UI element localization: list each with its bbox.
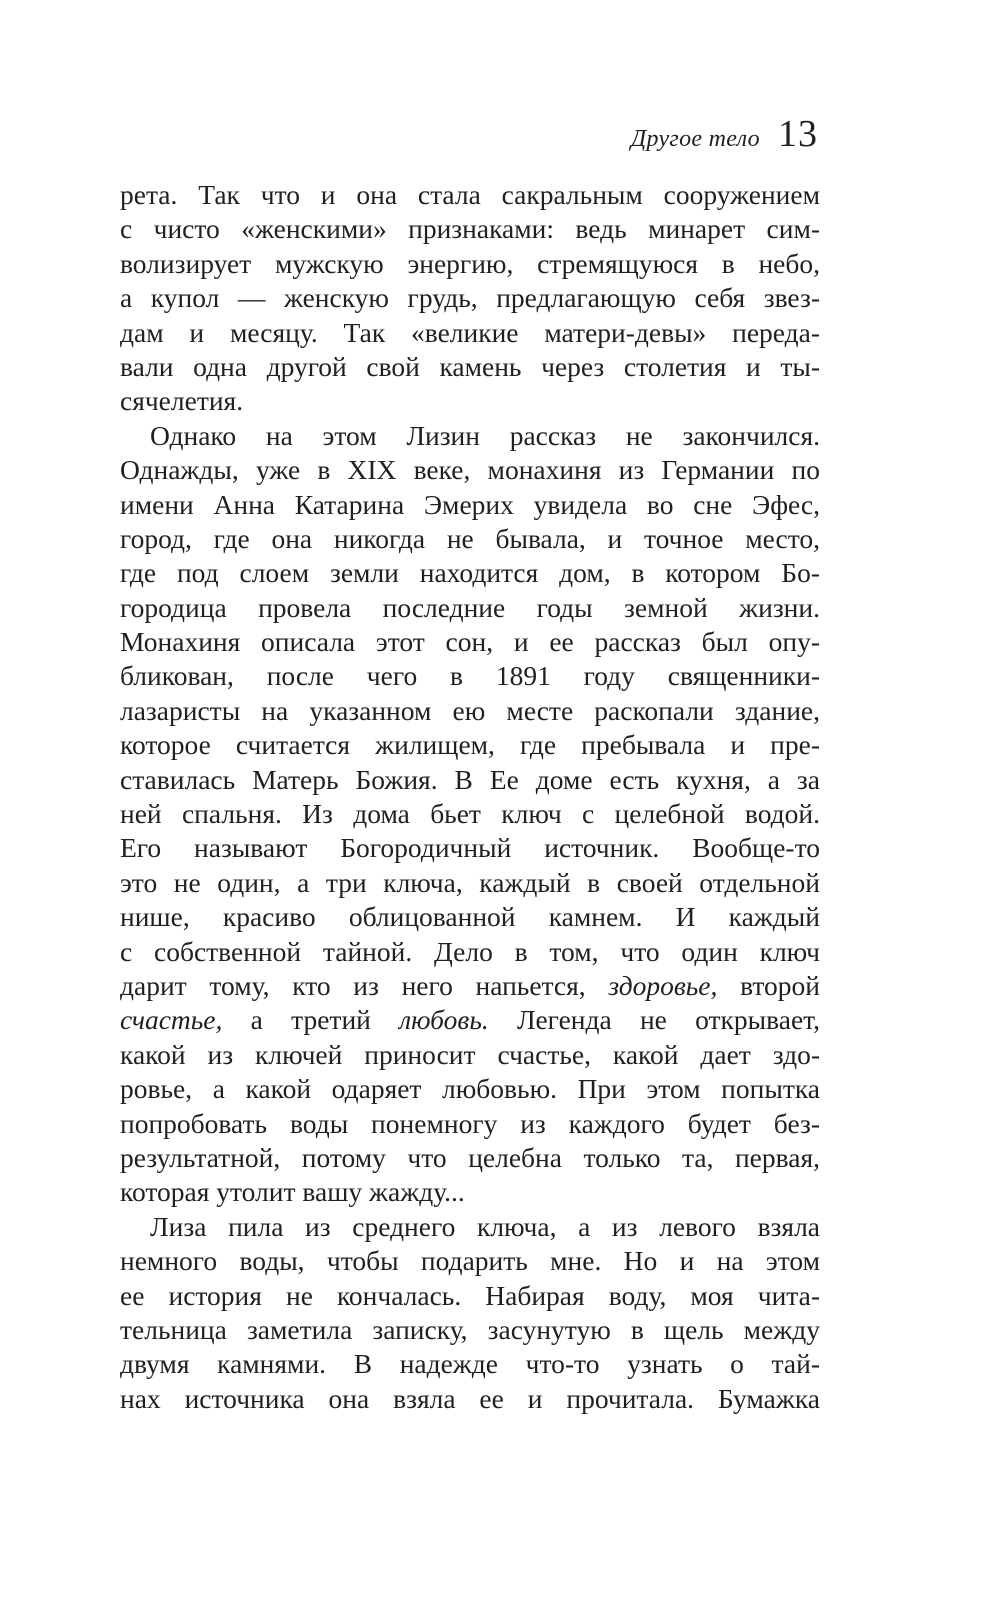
running-title: Другое тело: [630, 126, 760, 152]
text-line: ставилась Матерь Божия. В Ее доме есть кухня, а за: [120, 763, 820, 795]
text-line: которая утолит вашу жажду...: [120, 1176, 465, 1208]
text-line: Его называют Богородичный источник. Вообще-то: [120, 832, 820, 864]
body-text: [120, 178, 820, 1416]
text-line: Однажды, уже в XIX веке, монахиня из Германии по: [120, 454, 820, 486]
text-line: Лиза пила из среднего ключа, а из левого взяла: [150, 1210, 820, 1242]
running-head: [631, 112, 818, 156]
emphasis-happiness: счастье,: [120, 1004, 223, 1036]
text-line: город, где она никогда не бывала, и точное место,: [120, 522, 820, 554]
paragraph-1: [120, 178, 820, 419]
text-line: рета. Так что и она стала сакральным сооружением: [120, 179, 820, 210]
text-line: вали одна другой свой камень через столетия и ты-: [120, 350, 820, 382]
text-line: двумя камнями. В надежде что-то узнать о тай-: [120, 1348, 820, 1380]
text-line: немного воды, чтобы подарить мне. Но и на этом: [120, 1245, 820, 1277]
text-line: бликован, после чего в 1891 году священники-: [120, 660, 820, 692]
text-line: тельница заметила записку, засунутую в щель между: [120, 1313, 820, 1345]
text-line: попробовать воды понемногу из каждого будет без-: [120, 1107, 820, 1139]
text-line: которое считается жилищем, где пребывала и пре-: [120, 729, 820, 761]
text-line: а купол — женскую грудь, предлагающую себя звез-: [120, 282, 820, 314]
emphasis-health: здоровье,: [608, 969, 718, 1001]
text-line-mixed: [120, 969, 820, 1003]
emphasis-love: любовь.: [399, 1004, 489, 1036]
text-line: ровье, а какой одаряет любовью. При этом попытка: [120, 1073, 820, 1105]
text-line: городица провела последние годы земной жизни.: [120, 591, 820, 623]
text-run: а третий: [222, 1004, 400, 1036]
text-line: где под слоем земли находится дом, в котором Бо-: [120, 557, 820, 589]
text-run: дарит тому, кто из него напьется,: [120, 969, 609, 1001]
text-line: волизирует мужскую энергию, стремящуюся в небо,: [120, 247, 820, 279]
text-line: это не один, а три ключа, каждый в своей отдельной: [120, 866, 820, 898]
text-line: нах источника она взяла ее и прочитала. Бумажка: [120, 1382, 820, 1414]
text-run: Легенда не открывает,: [488, 1004, 820, 1036]
page-number: 13: [778, 113, 818, 155]
text-run: второй: [717, 969, 820, 1001]
text-line: с чисто «женскими» признаками: ведь минарет сим-: [120, 213, 820, 245]
text-line: какой из ключей приносит счастье, какой дает здо-: [120, 1038, 820, 1070]
text-line: нише, красиво облицованной камнем. И каждый: [120, 901, 820, 933]
text-line: результатной, потому что целебна только та, первая,: [120, 1141, 820, 1173]
paragraph-2: [120, 419, 820, 1210]
text-line: имени Анна Катарина Эмерих увидела во сне Эфес,: [120, 488, 820, 520]
text-line: сячелетия.: [120, 385, 244, 417]
text-line: дам и месяцу. Так «великие матери-девы» переда-: [120, 316, 820, 348]
text-line-mixed: [120, 1003, 820, 1037]
text-line: ней спальня. Из дома бьет ключ с целебной водой.: [120, 798, 820, 830]
paragraph-3: [120, 1210, 820, 1416]
text-line: ее история не кончалась. Набирая воду, моя чита-: [120, 1279, 820, 1311]
text-line: лазаристы на указанном ею месте раскопали здание,: [120, 694, 820, 726]
text-line: Монахиня описала этот сон, и ее рассказ был опу-: [120, 626, 820, 658]
text-line: с собственной тайной. Дело в том, что один ключ: [120, 935, 820, 967]
text-line: Однако на этом Лизин рассказ не закончился.: [150, 419, 820, 451]
